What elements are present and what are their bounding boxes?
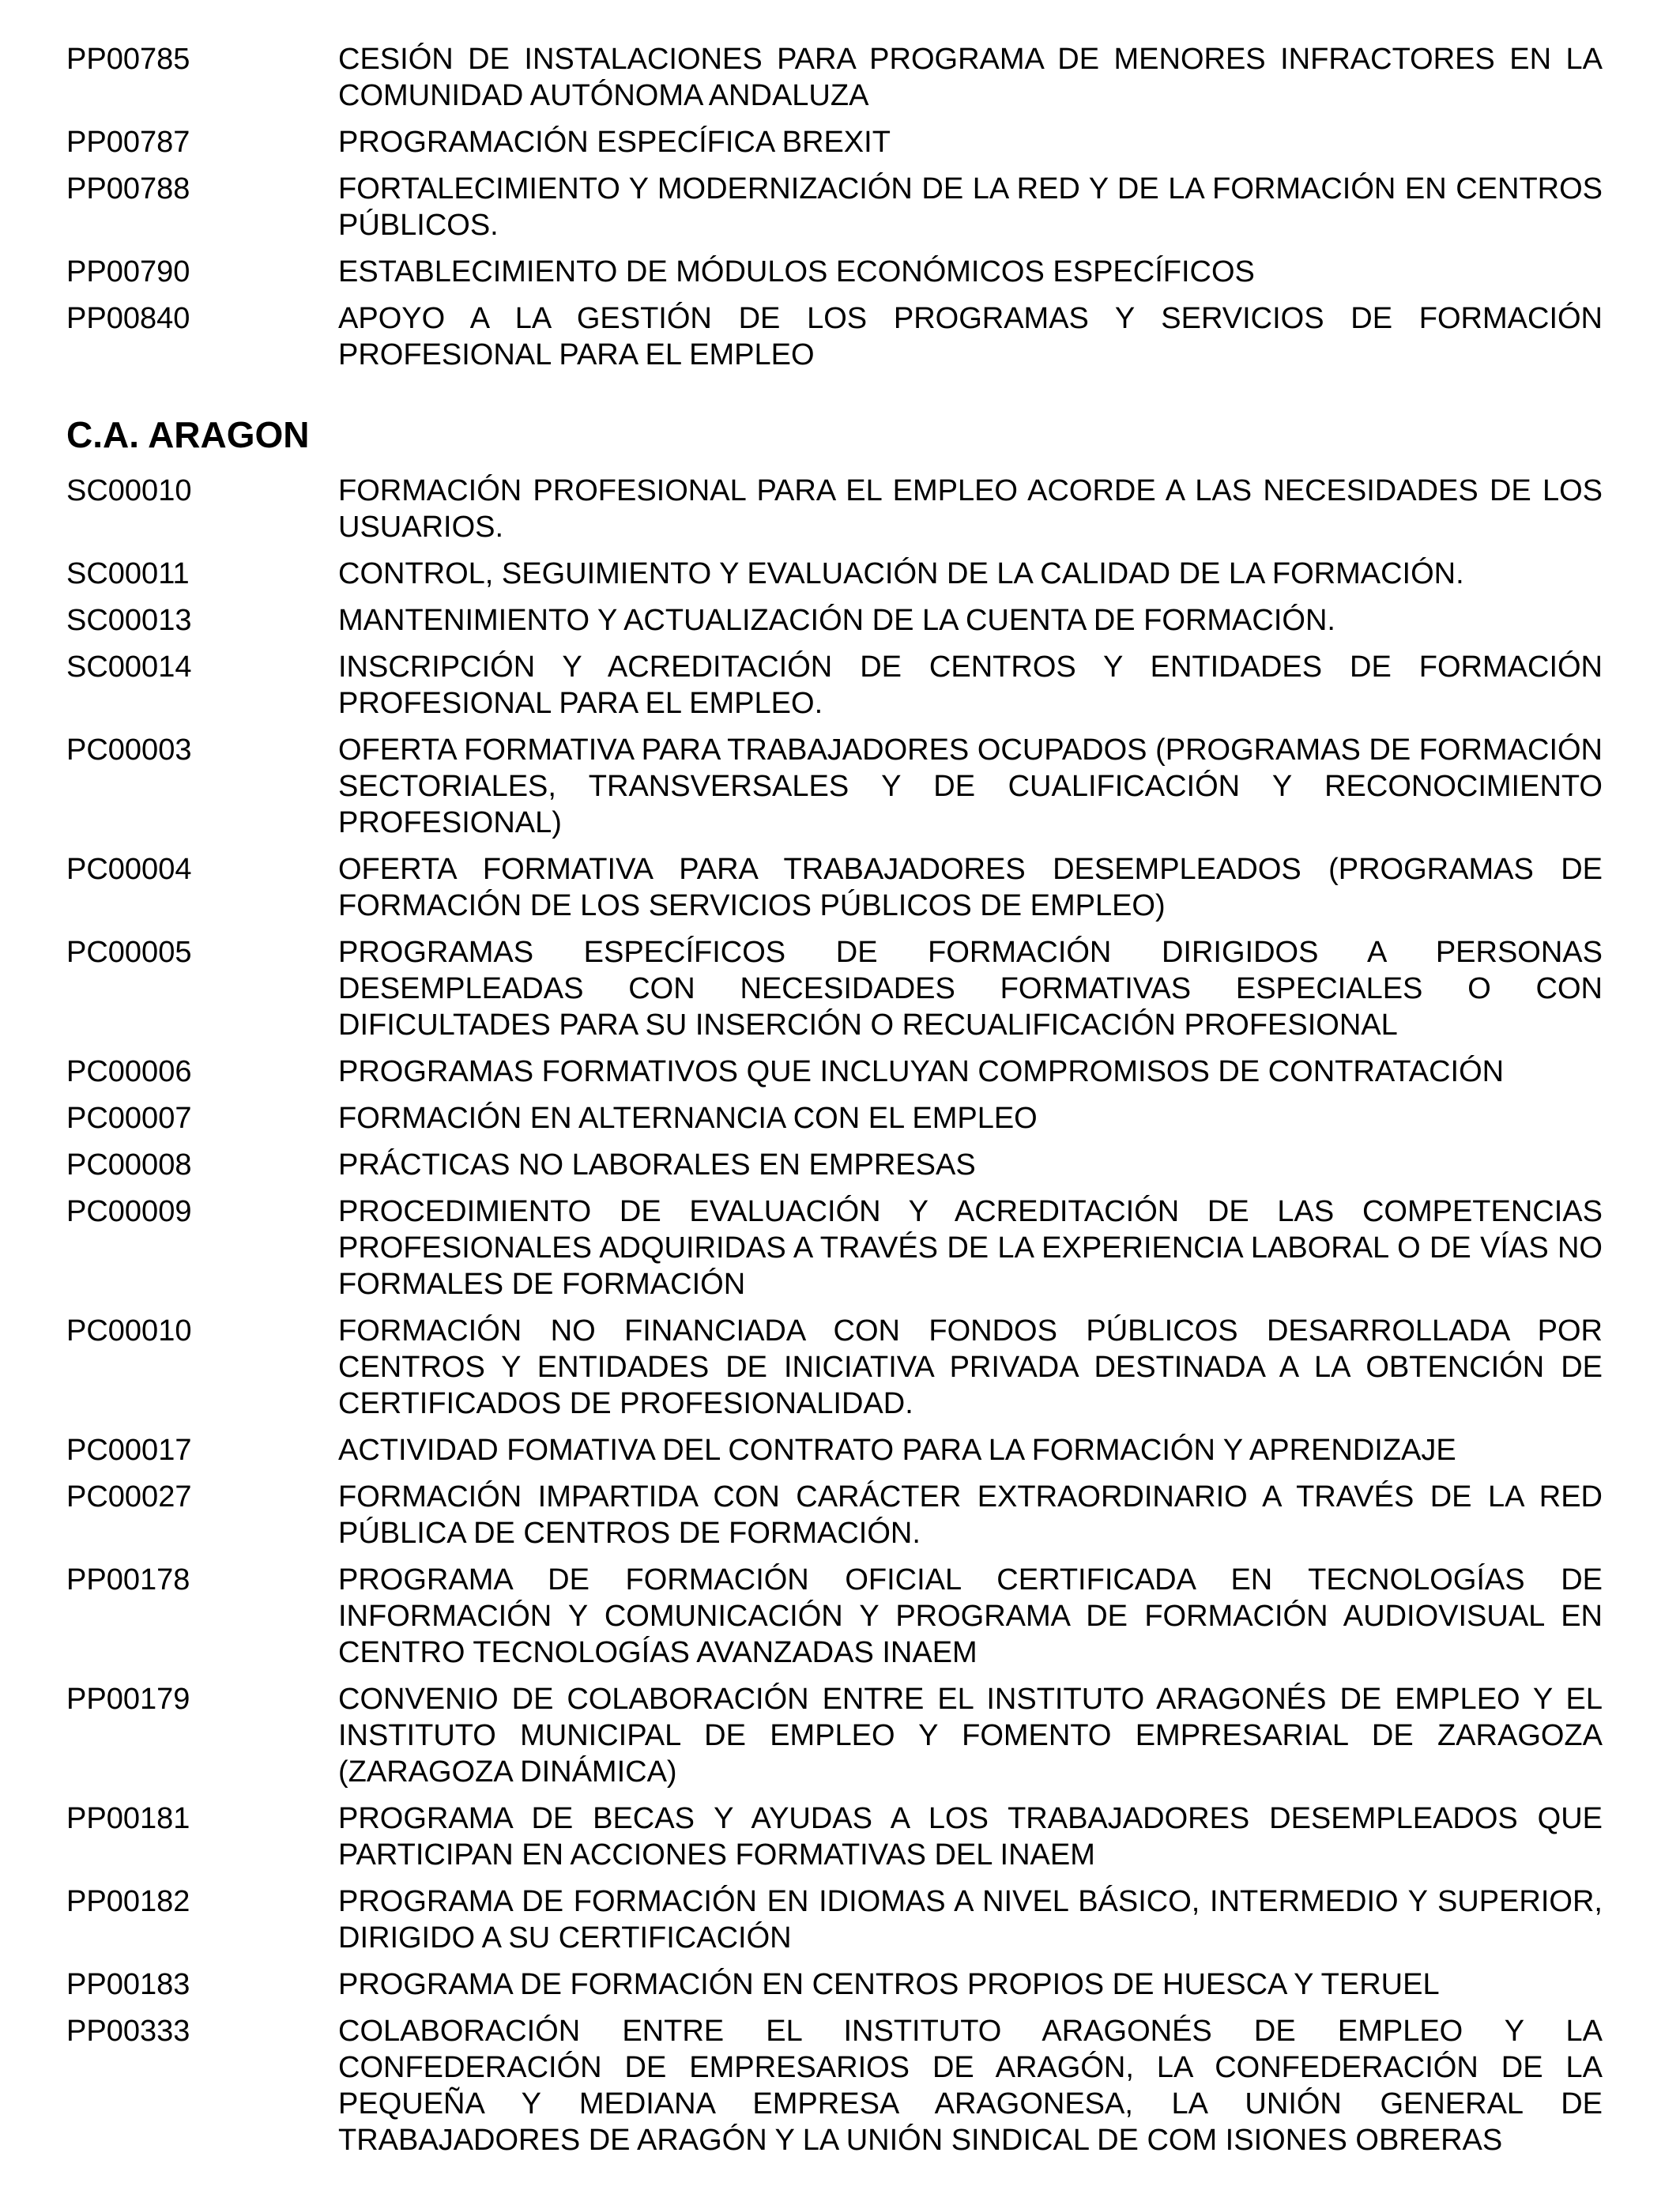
item-code: PP00790 [66,255,190,288]
item-description: PROGRAMA DE FORMACIÓN EN CENTROS PROPIOS DE HUESCA Y TERUEL [338,1968,1440,2001]
item-description: OFERTA FORMATIVA PARA TRABAJADORES OCUPADOS (PROGRAMAS DE FORMACIÓN SECTORIALES, TRANSVERSALES Y DE CUALIFICACIÓN Y RECONOCIMIENTO PROFESIONAL) [338,733,1603,839]
item-description: FORMACIÓN EN ALTERNANCIA CON EL EMPLEO [338,1102,1038,1135]
item-code: PC00004 [66,853,192,886]
item-code: PP00840 [66,302,190,335]
item-code: PP00183 [66,1968,190,2001]
item-description: MANTENIMIENTO Y ACTUALIZACIÓN DE LA CUENTA DE FORMACIÓN. [338,604,1335,637]
list-item [66,1313,1603,1422]
list-item [66,300,1603,373]
item-code: SC00013 [66,604,192,637]
item-description: PROGRAMAS ESPECÍFICOS DE FORMACIÓN DIRIGIDOS A PERSONAS DESEMPLEADAS CON NECESIDADES FORMATIVAS ESPECIALES O CON DIFICULTADES PARA SU INSERCIÓN O RECUALIFICACIÓN PROFESIONAL [338,936,1603,1042]
item-code: PC00006 [66,1055,192,1088]
item-description: ESTABLECIMIENTO DE MÓDULOS ECONÓMICOS ESPECÍFICOS [338,255,1255,288]
item-code: PP00179 [66,1683,190,1716]
list-item [66,41,1603,114]
list-item [66,602,1603,639]
list-item [66,1193,1603,1302]
list-item [66,851,1603,924]
list-item [66,934,1603,1043]
document-page [66,41,1603,2169]
list-item [66,1966,1603,2003]
item-description: APOYO A LA GESTIÓN DE LOS PROGRAMAS Y SERVICIOS DE FORMACIÓN PROFESIONAL PARA EL EMPLEO [338,302,1603,371]
item-code: PP00182 [66,1885,190,1918]
item-description: CONTROL, SEGUIMIENTO Y EVALUACIÓN DE LA CALIDAD DE LA FORMACIÓN. [338,557,1464,590]
item-code: SC00014 [66,650,192,684]
item-description: PROGRAMA DE BECAS Y AYUDAS A LOS TRABAJADORES DESEMPLEADOS QUE PARTICIPAN EN ACCIONES FORMATIVAS DEL INAEM [338,1802,1603,1872]
item-code: PP00178 [66,1563,190,1596]
item-code: SC00011 [66,557,190,590]
item-code: PP00785 [66,43,190,76]
item-code: PC00010 [66,1314,192,1348]
item-code: PC00009 [66,1195,192,1228]
list-item [66,254,1603,290]
item-code: PC00008 [66,1148,192,1182]
item-code: PC00003 [66,733,192,767]
item-description: ACTIVIDAD FOMATIVA DEL CONTRATO PARA LA FORMACIÓN Y APRENDIZAJE [338,1434,1456,1467]
list-item [66,1562,1603,1671]
item-description: FORMACIÓN IMPARTIDA CON CARÁCTER EXTRAORDINARIO A TRAVÉS DE LA RED PÚBLICA DE CENTROS DE FORMACIÓN. [338,1480,1603,1550]
list-item [66,473,1603,545]
list-item [66,1883,1603,1956]
item-code: PC00007 [66,1102,192,1135]
list-item [66,1054,1603,1090]
item-code: PP00787 [66,126,190,159]
item-description: PRÁCTICAS NO LABORALES EN EMPRESAS [338,1148,976,1182]
list-item [66,732,1603,841]
list-item [66,171,1603,243]
list-item [66,1147,1603,1183]
list-item [66,2013,1603,2158]
list-item [66,1479,1603,1551]
item-code: PC00027 [66,1480,192,1514]
item-description: INSCRIPCIÓN Y ACREDITACIÓN DE CENTROS Y ENTIDADES DE FORMACIÓN PROFESIONAL PARA EL EMPLEO. [338,650,1603,720]
programme-list-andalucia [66,41,1603,373]
item-description: COLABORACIÓN ENTRE EL INSTITUTO ARAGONÉS DE EMPLEO Y LA CONFEDERACIÓN DE EMPRESARIOS DE ARAGÓN, LA CONFEDERACIÓN DE LA PEQUEÑA Y MEDIANA EMPRESA ARAGONESA, LA UNIÓN GENERAL DE TRABAJADORES DE ARAGÓN Y LA UNIÓN SINDICAL DE COM ISIONES OBRERAS [338,2015,1603,2157]
item-description: CESIÓN DE INSTALACIONES PARA PROGRAMA DE MENORES INFRACTORES EN LA COMUNIDAD AUTÓNOMA ANDALUZA [338,43,1603,112]
list-item [66,124,1603,160]
list-item [66,1800,1603,1873]
item-code: PP00788 [66,172,190,205]
item-description: FORMACIÓN PROFESIONAL PARA EL EMPLEO ACORDE A LAS NECESIDADES DE LOS USUARIOS. [338,474,1603,544]
item-description: PROGRAMA DE FORMACIÓN OFICIAL CERTIFICADA EN TECNOLOGÍAS DE INFORMACIÓN Y COMUNICACIÓN Y PROGRAMA DE FORMACIÓN AUDIOVISUAL EN CENTRO TECNOLOGÍAS AVANZADAS INAEM [338,1563,1603,1669]
section-heading-aragon: C.A. ARAGON [66,414,310,455]
list-item [66,1681,1603,1790]
item-description: CONVENIO DE COLABORACIÓN ENTRE EL INSTITUTO ARAGONÉS DE EMPLEO Y EL INSTITUTO MUNICIPAL DE EMPLEO Y FOMENTO EMPRESARIAL DE ZARAGOZA (ZARAGOZA DINÁMICA) [338,1683,1603,1789]
item-code: PC00005 [66,936,192,969]
item-code: SC00010 [66,474,192,507]
item-description: FORTALECIMIENTO Y MODERNIZACIÓN DE LA RED Y DE LA FORMACIÓN EN CENTROS PÚBLICOS. [338,172,1603,242]
list-item [66,1100,1603,1137]
item-description: PROGRAMAS FORMATIVOS QUE INCLUYAN COMPROMISOS DE CONTRATACIÓN [338,1055,1505,1088]
item-code: PC00017 [66,1434,192,1467]
item-description: OFERTA FORMATIVA PARA TRABAJADORES DESEMPLEADOS (PROGRAMAS DE FORMACIÓN DE LOS SERVICIOS PÚBLICOS DE EMPLEO) [338,853,1603,922]
item-description: FORMACIÓN NO FINANCIADA CON FONDOS PÚBLICOS DESARROLLADA POR CENTROS Y ENTIDADES DE INICIATIVA PRIVADA DESTINADA A LA OBTENCIÓN DE CERTIFICADOS DE PROFESIONALIDAD. [338,1314,1603,1420]
item-description: PROCEDIMIENTO DE EVALUACIÓN Y ACREDITACIÓN DE LAS COMPETENCIAS PROFESIONALES ADQUIRIDAS A TRAVÉS DE LA EXPERIENCIA LABORAL O DE VÍAS NO FORMALES DE FORMACIÓN [338,1195,1603,1301]
list-item [66,649,1603,722]
list-item [66,556,1603,592]
item-description: PROGRAMA DE FORMACIÓN EN IDIOMAS A NIVEL BÁSICO, INTERMEDIO Y SUPERIOR, DIRIGIDO A SU CERTIFICACIÓN [338,1885,1603,1955]
item-code: PP00181 [66,1802,190,1835]
item-code: PP00333 [66,2015,190,2048]
item-description: PROGRAMACIÓN ESPECÍFICA BREXIT [338,126,891,159]
programme-list-aragon [66,473,1603,2158]
list-item [66,1432,1603,1468]
